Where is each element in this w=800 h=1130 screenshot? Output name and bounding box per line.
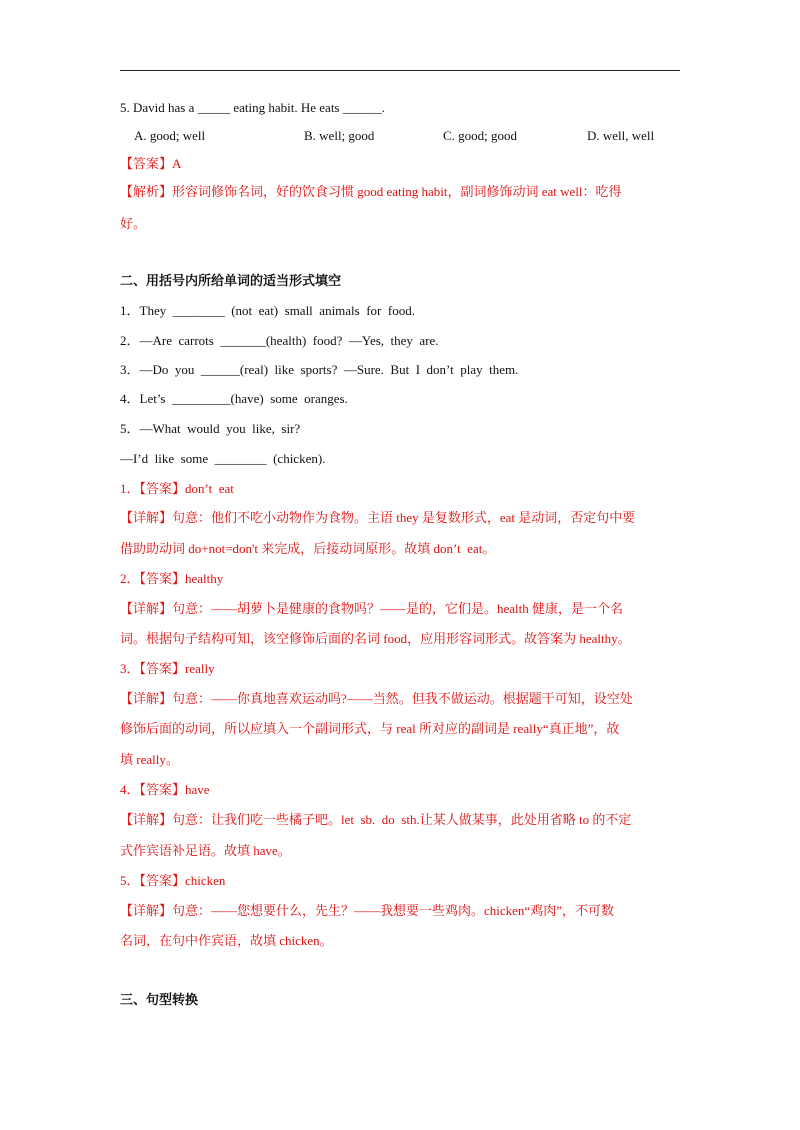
option-d: D. well, well [587, 128, 655, 143]
s2-item-5: 5．—What would you like, sir? [120, 421, 301, 436]
q5-analysis-line-1: 【解析】形容词修饰名词，好的饮食习惯 good eating habit，副词修饰动词 eat well：吃得 [120, 184, 622, 199]
s2-detail-2-line-2: 词。根据句子结构可知，该空修饰后面的名词 food，应用形容词形式。故答案为 healthy。 [120, 631, 631, 646]
s2-item-3: 3．—Do you ______(real) like sports? —Sure. But I don’t play them. [120, 362, 519, 377]
s2-answer-2: 2．【答案】healthy [120, 571, 224, 586]
question-5-stem: 5. David has a _____ eating habit. He eats ______. [120, 100, 385, 115]
s2-detail-3-line-3: 填 really。 [120, 752, 179, 767]
s2-answer-3: 3．【答案】really [120, 661, 215, 676]
s2-detail-5-line-2: 名词，在句中作宾语，故填 chicken。 [120, 933, 333, 948]
s2-answer-5: 5．【答案】chicken [120, 873, 226, 888]
option-a: A. good; well [134, 128, 206, 143]
section-2-title: 二、用括号内所给单词的适当形式填空 [120, 273, 342, 288]
section-3-title: 三、句型转换 [120, 992, 199, 1007]
s2-answer-4: 4．【答案】have [120, 782, 210, 797]
s2-detail-4-line-1: 【详解】句意：让我们吃一些橘子吧。let sb. do sth.让某人做某事，此处用省略 to 的不定 [120, 812, 632, 827]
s2-detail-4-line-2: 式作宾语补足语。故填 have。 [120, 843, 291, 858]
s2-detail-1-line-2: 借助助动词 do+not=don't 来完成，后接动词原形。故填 don’t eat。 [120, 541, 496, 556]
s2-item-5-reply: —I’d like some ________ (chicken). [120, 451, 326, 466]
s2-item-2: 2．—Are carrots _______(health) food? —Yes, they are. [120, 333, 439, 348]
option-b: B. well; good [304, 128, 375, 143]
s2-detail-3-line-2: 修饰后面的动词，所以应填入一个副词形式，与 real 所对应的副词是 really“真正地”，故 [120, 721, 620, 736]
s2-answer-1: 1．【答案】don’t eat [120, 481, 234, 496]
q5-analysis-line-2: 好。 [120, 216, 147, 231]
s2-detail-2-line-1: 【详解】句意：——胡萝卜是健康的食物吗？——是的，它们是。health 健康，是一个名 [120, 601, 624, 616]
s2-detail-1-line-1: 【详解】句意：他们不吃小动物作为食物。主语 they 是复数形式，eat 是动词，否定句中要 [120, 510, 636, 525]
s2-detail-5-line-1: 【详解】句意：——您想要什么，先生？——我想要一些鸡肉。chicken“鸡肉”，不可数 [120, 903, 614, 918]
s2-item-4: 4．Let’s _________(have) some oranges. [120, 391, 348, 406]
option-c: C. good; good [443, 128, 518, 143]
s2-detail-3-line-1: 【详解】句意：——你真地喜欢运动吗?——当然。但我不做运动。根据题干可知，设空处 [120, 691, 633, 706]
q5-answer: 【答案】A [120, 156, 182, 171]
header-rule [120, 70, 680, 71]
s2-item-1: 1．They ________ (not eat) small animals for food. [120, 303, 415, 318]
